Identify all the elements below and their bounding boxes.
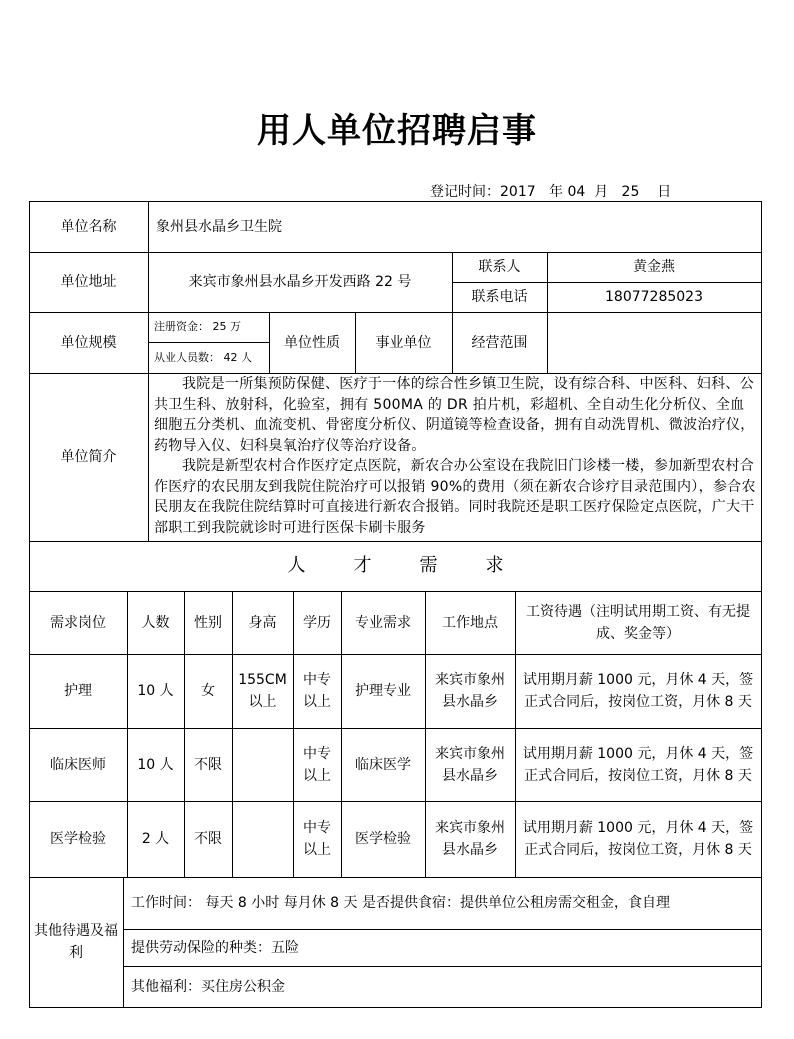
job-salary: 试用期月薪 1000 元，月休 4 天，签正式合同后，按岗位工资，月休 8 天	[522, 745, 754, 784]
benefits-label: 其他待遇及福利	[34, 923, 118, 961]
job-education: 中专以上	[303, 820, 331, 858]
work-time-info: 工作时间： 每天 8 小时 每月休 8 天 是否提供食宿：提供单位公租房需交租金，食自理	[131, 895, 670, 911]
job-major: 护理专业	[355, 683, 411, 699]
business-scope	[547, 312, 761, 373]
unit-nature-label: 单位性质	[284, 334, 340, 351]
col-header-count: 人数	[141, 614, 170, 631]
job-position: 临床医师	[50, 756, 106, 773]
unit-nature: 事业单位	[375, 334, 432, 351]
contact-label: 联系人	[478, 259, 521, 275]
job-location: 来宾市象州县水晶乡	[435, 820, 505, 858]
col-header-height: 身高	[248, 614, 277, 631]
unit-address-label: 单位地址	[60, 274, 117, 290]
unit-intro-label: 单位简介	[60, 449, 117, 465]
job-gender: 不限	[194, 831, 222, 847]
col-header-education: 学历	[303, 614, 331, 631]
job-education: 中专以上	[303, 672, 331, 710]
col-header-gender: 性别	[194, 614, 222, 631]
job-salary: 试用期月薪 1000 元，月休 4 天，签正式合同后，按岗位工资，月休 8 天	[522, 820, 754, 858]
job-education: 中专以上	[303, 745, 331, 784]
phone-number: 18077285023	[605, 289, 703, 305]
unit-scale-label: 单位规模	[60, 334, 117, 351]
insurance-info: 提供劳动保险的种类：五险	[131, 939, 299, 956]
intro-paragraph: 我院是一所集预防保健、医疗于一体的综合性乡镇卫生院，设有综合科、中医科、妇科、公共卫生科、放射科，化验室，拥有 500MA 的 DR 拍片机，彩超机、全自动生化分析仪、全血细胞五分类机、血流变机、骨密度分析仪、阴道镜等检查设备，拥有自动洗胃机、微波治疗仪，药物导入仪、妇科臭氧治疗仪等治疗设备。	[154, 376, 755, 454]
registration-date: 登记时间：2017 年 04 月 25 日	[430, 184, 672, 200]
page-title: 用人单位招聘启事	[257, 111, 537, 151]
talent-demand-banner: 人才需求	[287, 555, 552, 576]
job-major: 医学检验	[355, 831, 411, 847]
unit-name-label: 单位名称	[60, 218, 117, 235]
job-gender: 不限	[194, 756, 222, 773]
job-count: 10 人	[137, 683, 174, 699]
registered-capital: 注册资金： 25 万	[154, 320, 241, 333]
col-header-salary: 工资待遇（注明试用期工资、有无提成、奖金等）	[526, 603, 750, 642]
col-header-major: 专业需求	[355, 614, 411, 631]
business-scope-label: 经营范围	[471, 334, 528, 351]
job-location: 来宾市象州县水晶乡	[435, 672, 505, 710]
unit-intro	[154, 374, 758, 538]
intro-paragraph: 我院是新型农村合作医疗定点医院，新农合办公室设在我院旧门诊楼一楼，参加新型农村合作医疗的农民朋友到我院住院治疗可以报销 90%的费用（须在新农合诊疗目录范围内），参合农民朋友在我院住院结算时可直接进行新农合报销。同时我院还是职工医疗保险定点医院，广大干部职工到我院就诊时可进行医保卡刷卡服务	[154, 458, 756, 536]
job-height: 155CM 以上	[238, 672, 287, 710]
staff-count: 从业人员数： 42 人	[154, 350, 252, 364]
job-height	[236, 801, 289, 877]
unit-name: 象州县水晶乡卫生院	[156, 218, 282, 235]
job-count: 10 人	[137, 756, 174, 773]
registration-label: 登记时间：	[430, 184, 500, 200]
unit-address: 来宾市象州县水晶乡开发西路 22 号	[188, 274, 412, 290]
col-header-location: 工作地点	[442, 614, 498, 631]
job-gender: 女	[201, 683, 215, 699]
phone-label: 联系电话	[471, 289, 528, 305]
job-height	[236, 728, 289, 801]
job-position: 医学检验	[50, 831, 106, 847]
col-header-position: 需求岗位	[50, 614, 106, 631]
job-major: 临床医学	[355, 756, 411, 773]
job-count: 2 人	[141, 831, 170, 847]
contact-name: 黄金燕	[633, 259, 675, 275]
other-benefits-info: 其他福利：买住房公积金	[131, 978, 285, 995]
job-salary: 试用期月薪 1000 元，月休 4 天，签正式合同后，按岗位工资，月休 8 天	[522, 672, 754, 710]
job-position: 护理	[64, 683, 92, 699]
job-location: 来宾市象州县水晶乡	[435, 745, 505, 784]
